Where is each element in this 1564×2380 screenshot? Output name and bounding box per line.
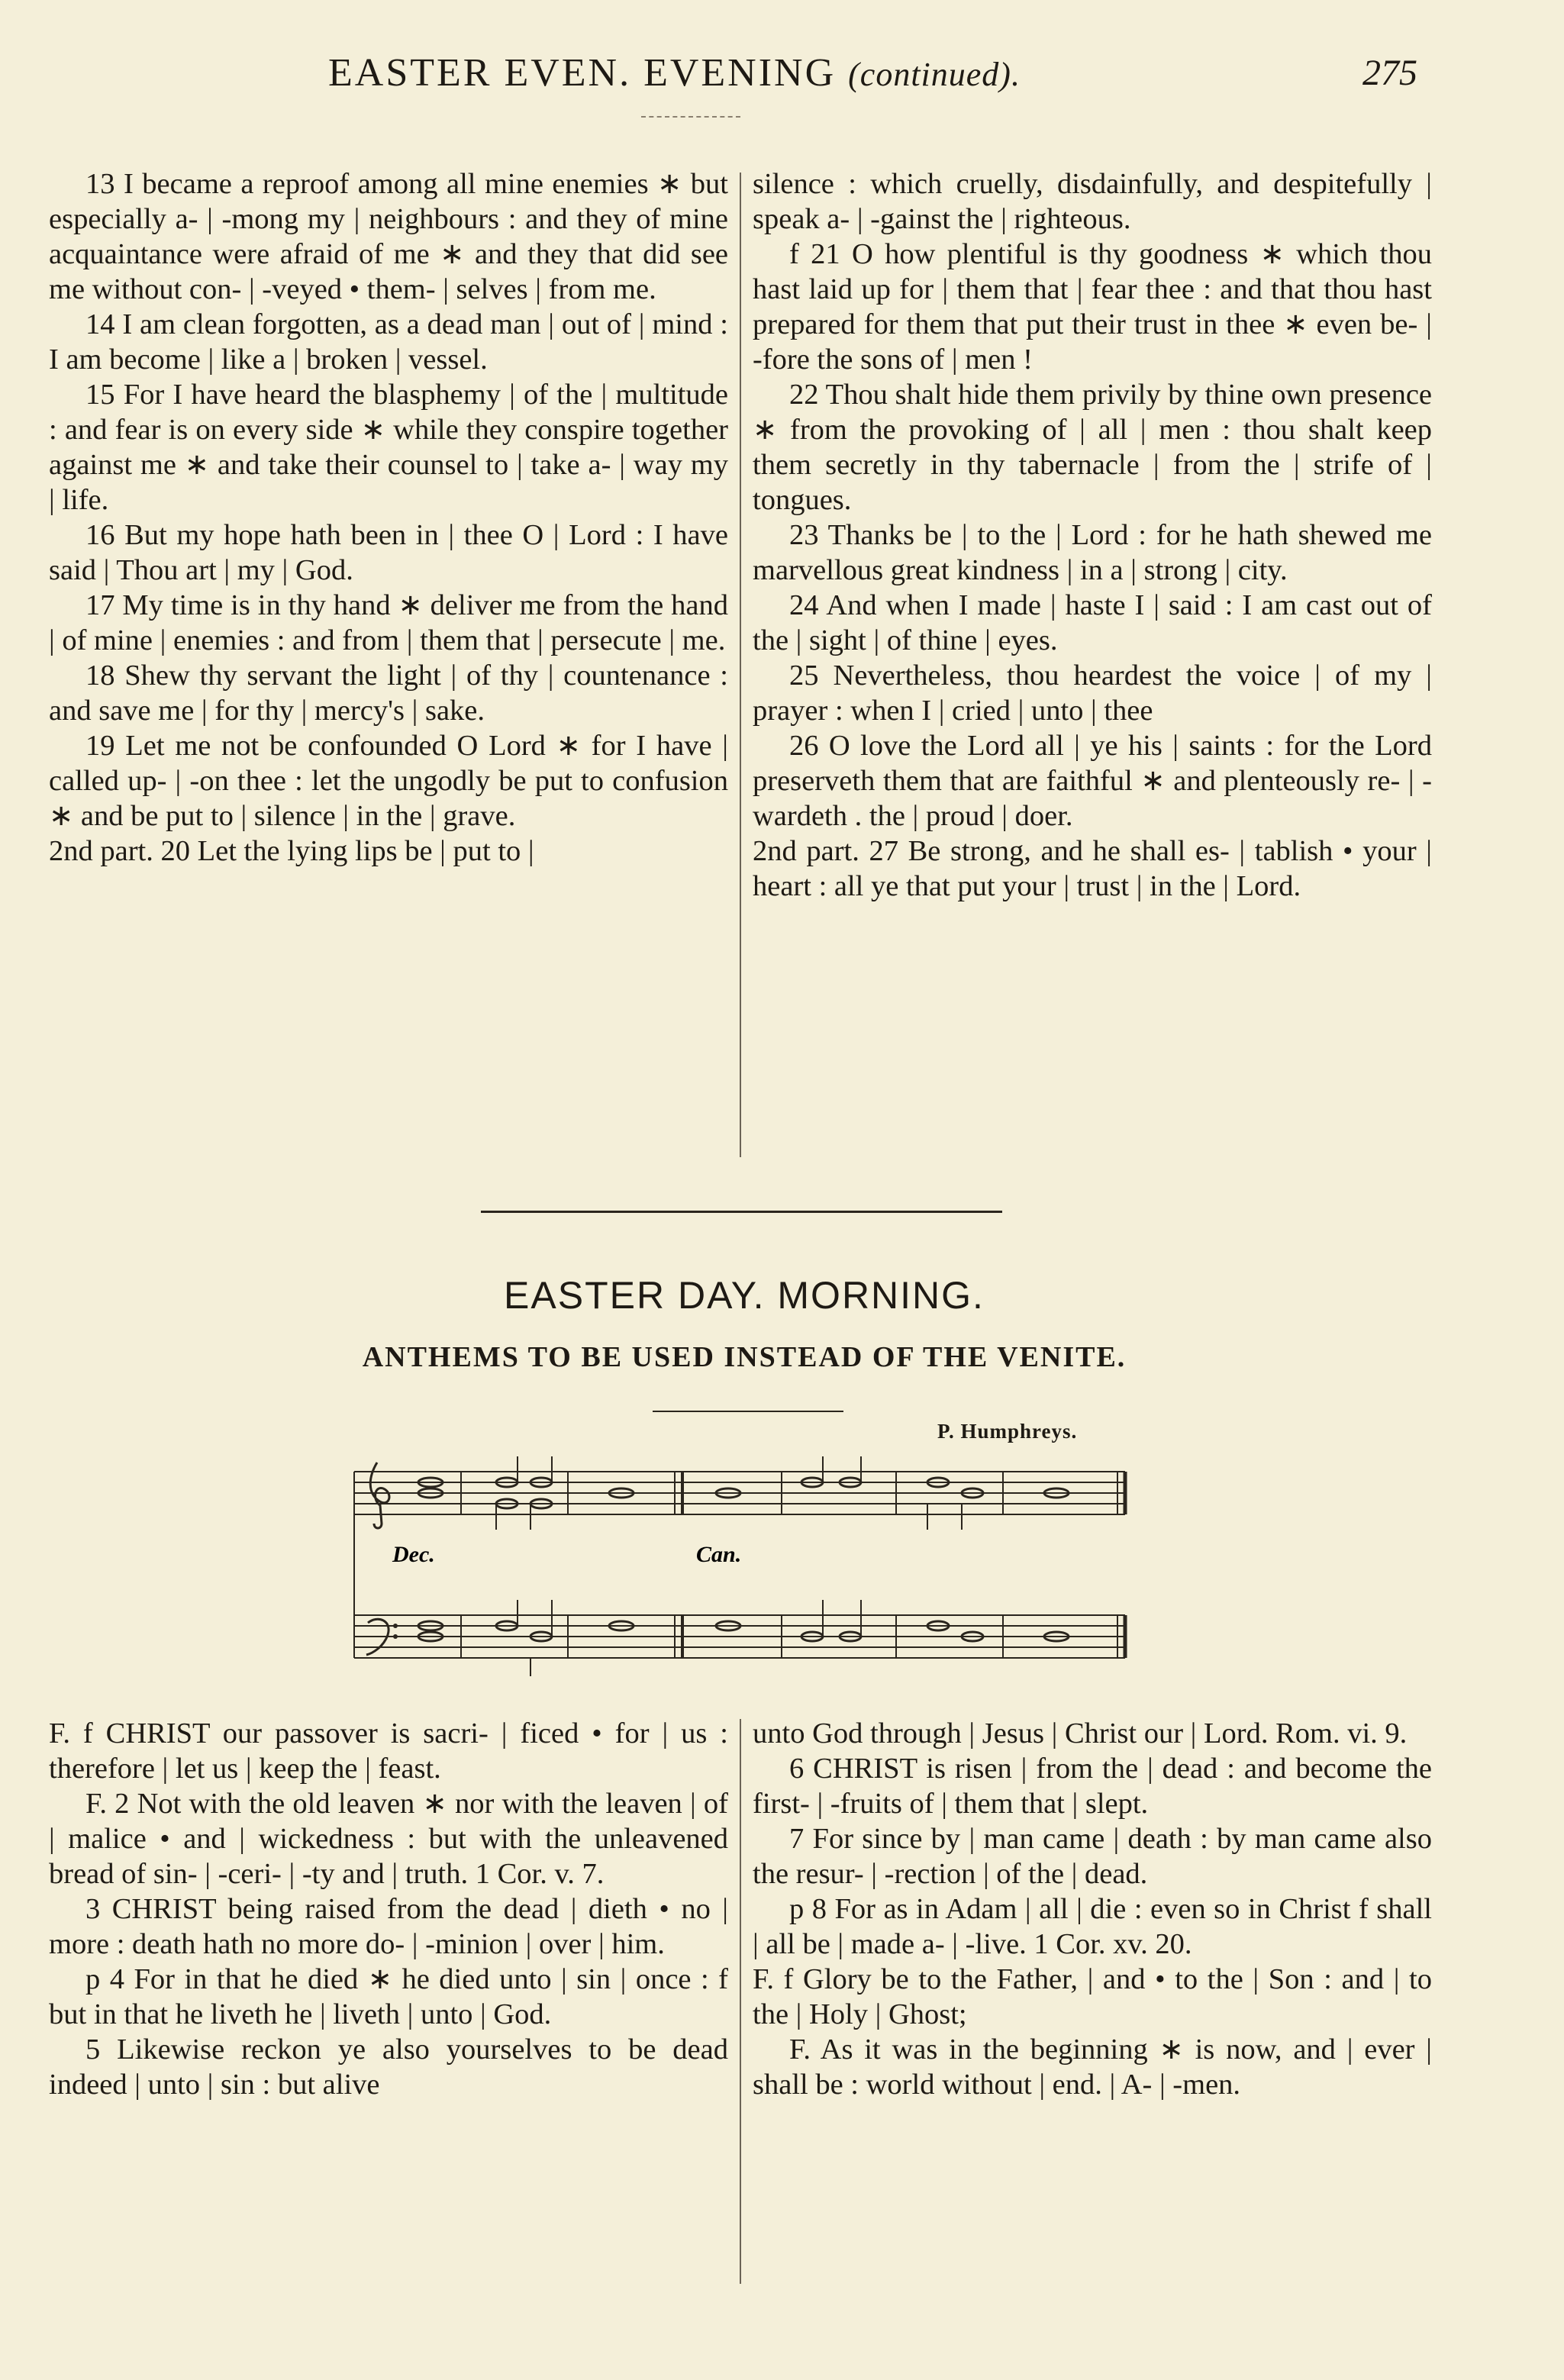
verse: f 21 O how plentiful is thy goodness ∗ which thou hast laid up for | them that | fear thee : and that thou hast prepared for them that put their trust in thee ∗ even be- | -fore the sons of | men ! — [753, 238, 1432, 376]
verse: F. As it was in the beginning ∗ is now, and | ever | shall be : world without | end. | A- | -men. — [753, 2033, 1432, 2101]
verse: F. f CHRIST our passover is sacri- | ficed • for | us : therefore | let us | keep the | feast. — [49, 1717, 728, 1785]
decani-label: Dec. — [392, 1542, 435, 1567]
verse: 18 Shew thy servant the light | of thy | countenance : and save me | for thy | mercy's | sake. — [49, 659, 728, 727]
verse: 25 Nevertheless, thou heardest the voice | of my | prayer : when I | cried | unto | thee — [753, 659, 1432, 727]
column-divider — [740, 173, 741, 1157]
verse: p 8 For as in Adam | all | die : even so in Christ f shall | all be | made a- | -live. 1 Cor. xv. 20. — [753, 1893, 1432, 1960]
header-ornament-rule — [641, 116, 740, 119]
bass-staff — [354, 1615, 1125, 1658]
verse: 2nd part. 20 Let the lying lips be | put to | — [49, 835, 534, 867]
verse: 6 CHRIST is risen | from the | dead : and become the first- | -fruits of | them that | slept. — [753, 1753, 1432, 1820]
easter-left-column — [49, 1716, 728, 2102]
verse: 3 CHRIST being raised from the dead | dieth • no | more : death hath no more do- | -minion | over | him. — [49, 1893, 728, 1960]
running-title-continued: (continued). — [848, 56, 1021, 93]
verse: F. 2 Not with the old leaven ∗ nor with the leaven | of | malice • and | wickedness : but with the unleavened bread of sin- | -ceri- | -ty and | truth. 1 Cor. v. 7. — [49, 1788, 728, 1890]
verse: 13 I became a reproof among all mine enemies ∗ but especially a- | -mong my | neighbours : and they of mine acquaintance were afraid of me ∗ and they that did see me without con- | -veyed • them- | selves | from me. — [49, 168, 728, 305]
column-divider — [740, 1719, 741, 2284]
composer-credit: P. Humphreys. — [937, 1420, 1078, 1443]
verse: 17 My time is in thy hand ∗ deliver me from the hand | of mine | enemies : and from | them that | persecute | me. — [49, 589, 728, 656]
page-number: 275 — [1362, 53, 1417, 93]
verse: silence : which cruelly, disdainfully, and despitefully | speak a- | -gainst the | righteous. — [753, 168, 1432, 235]
whole-note-icons — [418, 1478, 1069, 1641]
verse: 16 But my hope hath been in | thee O | Lord : I have said | Thou art | my | God. — [49, 519, 728, 586]
section-title: EASTER DAY. MORNING. — [504, 1274, 985, 1317]
verse: 24 And when I made | haste I | said : I am cast out of the | sight | of thine | eyes. — [753, 589, 1432, 656]
verse: 22 Thou shalt hide them privily by thine own presence ∗ from the provoking of | all | men : thou shalt keep them secretly in thy tabernacle | from the | strife of | tongues. — [753, 379, 1432, 516]
page-header — [0, 46, 1564, 107]
verse: 2nd part. 27 Be strong, and he shall es- | tablish • your | heart : all ye that put your | trust | in the | Lord. — [753, 835, 1432, 902]
chant-music-score — [347, 1447, 1140, 1699]
verse: 5 Likewise reckon ye also yourselves to be dead indeed | unto | sin : but alive — [49, 2033, 728, 2101]
running-title — [328, 50, 1021, 95]
verse: 14 I am clean forgotten, as a dead man | out of | mind : I am become | like a | broken | vessel. — [49, 308, 728, 376]
section-subtitle: ANTHEMS TO BE USED INSTEAD OF THE VENITE. — [362, 1341, 1127, 1373]
verse: 7 For since by | man came | death : by man came also the resur- | -rection | of the | dead. — [753, 1823, 1432, 1890]
cantoris-label: Can. — [696, 1542, 742, 1567]
easter-right-column — [753, 1716, 1432, 2102]
verse: p 4 For in that he died ∗ he died unto | sin | once : f but in that he liveth he | liveth | unto | God. — [49, 1963, 728, 2030]
evening-left-column — [49, 166, 728, 869]
section-divider — [481, 1211, 1002, 1213]
evening-right-column — [753, 166, 1432, 904]
verse: 26 O love the Lord all | ye his | saints : for the Lord preserveth them that are faithful ∗ and plenteously re- | -wardeth . the | proud | doer. — [753, 730, 1432, 832]
verse: F. f Glory be to the Father, | and • to the | Son : and | to the | Holy | Ghost; — [753, 1963, 1432, 2030]
verse: 23 Thanks be | to the | Lord : for he hath shewed me marvellous great kindness | in a | strong | city. — [753, 519, 1432, 586]
verse: unto God through | Jesus | Christ our | Lord. Rom. vi. 9. — [753, 1717, 1408, 1750]
verse: 15 For I have heard the blasphemy | of the | multitude : and fear is on every side ∗ while they conspire together against me ∗ and take their counsel to | take a- | way my | life. — [49, 379, 728, 516]
running-title-text: EASTER EVEN. EVENING — [328, 51, 837, 95]
subtitle-rule — [653, 1411, 843, 1412]
verse: 19 Let me not be confounded O Lord ∗ for I have | called up- | -on thee : let the ungodly be put to confusion ∗ and be put to | silence | in the | grave. — [49, 730, 728, 832]
